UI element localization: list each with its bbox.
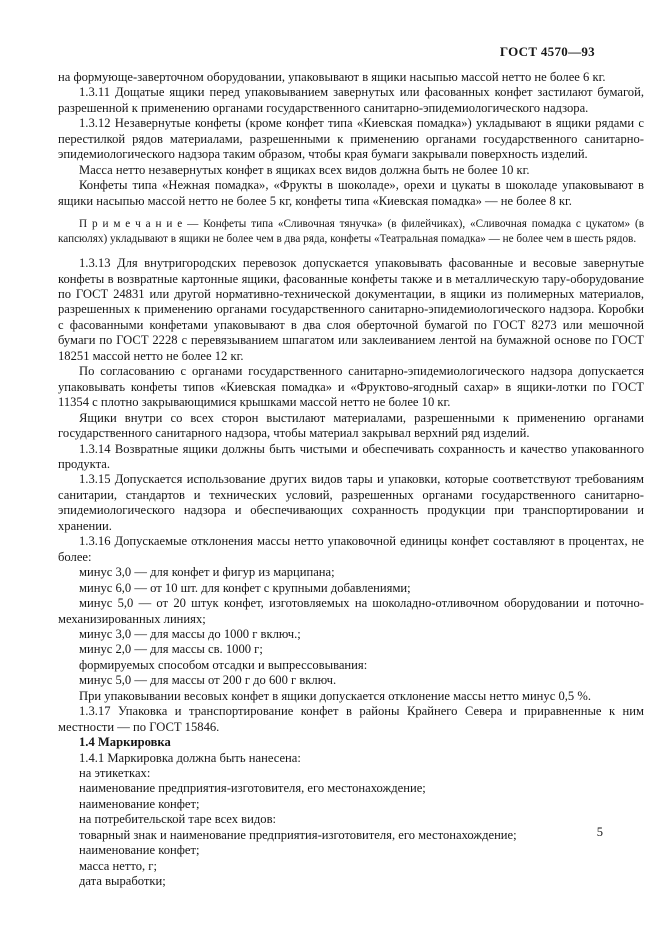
section-heading-marking: 1.4 Маркировка — [79, 735, 171, 750]
clause-1-3-17: 1.3.17 Упаковка и транспортирование конфет в районы Крайнего Севера и приравненные к ним местности — по ГОСТ 15846. — [58, 704, 644, 734]
paragraph-net-mass: Масса нетто незавернутых конфет в ящиках всех видов должна быть не более 10 кг. — [79, 162, 530, 177]
marking-list-item: на этикетках: — [79, 766, 151, 781]
clause-1-3-11: 1.3.11 Дощатые ящики перед упаковыванием завернутых или фасованных конфет застилают бумагой, разрешенной к применению органами государственного санитарно-эпидемиологического надзора. — [58, 85, 644, 115]
paragraph-box-lining: Ящики внутри со всех сторон выстилают материалами, разрешенными к применению органами государственного санитарного надзора, чтобы материал закрывал верхний ряд изделий. — [58, 410, 644, 441]
clause-1-3-16: 1.3.16 Допускаемые отклонения массы нетто упаковочной единицы конфет составляют в процентах, не более: — [58, 534, 644, 564]
marking-list-item: товарный знак и наименование предприятия-изготовителя, его местонахождение; — [79, 827, 517, 842]
paragraph-continuation: на формующе-заверточном оборудовании, упаковывают в ящики насыпью массой нетто не более 6 кг. — [58, 70, 606, 84]
document-body — [58, 70, 644, 890]
marking-list-item: наименование конфет; — [79, 843, 200, 858]
deviation-list-item: минус 5,0 — от 20 штук конфет, изготовляемых на шоколадно-отливочном оборудовании и поточно-механизированных линиях; — [58, 596, 644, 626]
deviation-list-item: минус 3,0 — для массы до 1000 г включ.; — [79, 626, 301, 641]
running-header-gost-number: ГОСТ 4570—93 — [499, 44, 595, 59]
marking-list-item: наименование предприятия-изготовителя, его местонахождение; — [79, 781, 426, 796]
deviation-list-item: минус 2,0 — для массы св. 1000 г; — [79, 642, 263, 657]
marking-list-item: масса нетто, г; — [79, 858, 157, 873]
note-paragraph: П р и м е ч а н и е — Конфеты типа «Сливочная тянучка» (в филейчиках), «Сливочная помадка с цукатом» (в капсюлях) укладывают в ящики не более чем в два ряда, конфеты «Театральная помадка» — не более чем в шесть рядов. — [58, 218, 644, 245]
marking-list-item: наименование конфет; — [79, 796, 200, 811]
deviation-list-item: минус 3,0 — для конфет и фигур из марципана; — [79, 565, 335, 580]
deviation-list-item: минус 5,0 — для массы от 200 г до 600 г включ. — [79, 673, 337, 688]
clause-1-3-12: 1.3.12 Незавернутые конфеты (кроме конфет типа «Киевская помадка») укладывают в ящики рядами с перестилкой рядов материалами, разрешенными к применению органами государственного санитарно-эпидемиологического надзора таким образом, чтобы края бумаги закрывали поверхность изделий. — [58, 116, 644, 162]
paragraph-agreement: По согласованию с органами государственного санитарно-эпидемиологического надзора допускается упаковывать конфеты типов «Киевская помадка» и «Фруктово-ягодный сахар» в ящики-лотки по ГОСТ 11354 с плотно закрывающимися крышками массой нетто не более 10 кг. — [58, 364, 644, 410]
page-number: 5 — [596, 825, 603, 839]
clause-1-4-1: 1.4.1 Маркировка должна быть нанесена: — [79, 750, 301, 765]
deviation-list-item: формируемых способом отсадки и выпрессовывания: — [79, 657, 368, 672]
clause-1-3-14: 1.3.14 Возвратные ящики должны быть чистыми и обеспечивать сохранность и качество упакованного продукта. — [58, 441, 644, 471]
deviation-list-item: минус 6,0 — от 10 шт. для конфет с крупными добавлениями; — [79, 580, 411, 595]
clause-1-3-15: 1.3.15 Допускается использование других видов тары и упаковки, которые соответствуют требованиям санитарии, стандартов и технических условий, разрешенных органами государственного санитарно-эпидемиологического надзора и обеспечивающих сохранность продукции при транспортировании и хранении. — [58, 472, 644, 533]
marking-list-item: на потребительской таре всех видов: — [79, 812, 277, 827]
paragraph-candy-types: Конфеты типа «Нежная помадка», «Фрукты в шоколаде», орехи и цукаты в шоколаде упаковывают в ящики насыпью массой нетто не более 5 кг, конфеты типа «Киевская помадка» — не более 8 кг. — [58, 178, 644, 208]
marking-list-item: дата выработки; — [79, 874, 166, 889]
paragraph-bulk-deviation: При упаковывании весовых конфет в ящики допускается отклонение массы нетто минус 0,5 %. — [79, 688, 591, 703]
clause-1-3-13: 1.3.13 Для внутригородских перевозок допускается упаковывать фасованные и весовые завернутые конфеты в возвратные картонные ящики, фасованные конфеты также и в металлическую тару-оборудование по ГОСТ 24831 или другой нормативно-технической документации, в ящики из полимерных материалов, разрешенных к применению органами государственного санитарно-эпидемиологического надзора. Коробки с фасованными конфетами упаковывают в два слоя оберточной бумагой по ГОСТ 8273 или мешочной бумаги по ГОСТ 2228 с перевязыванием шпагатом или заклеиванием лентой на бумажной основе по ГОСТ 18251 массой нетто не более 12 кг. — [58, 256, 644, 363]
